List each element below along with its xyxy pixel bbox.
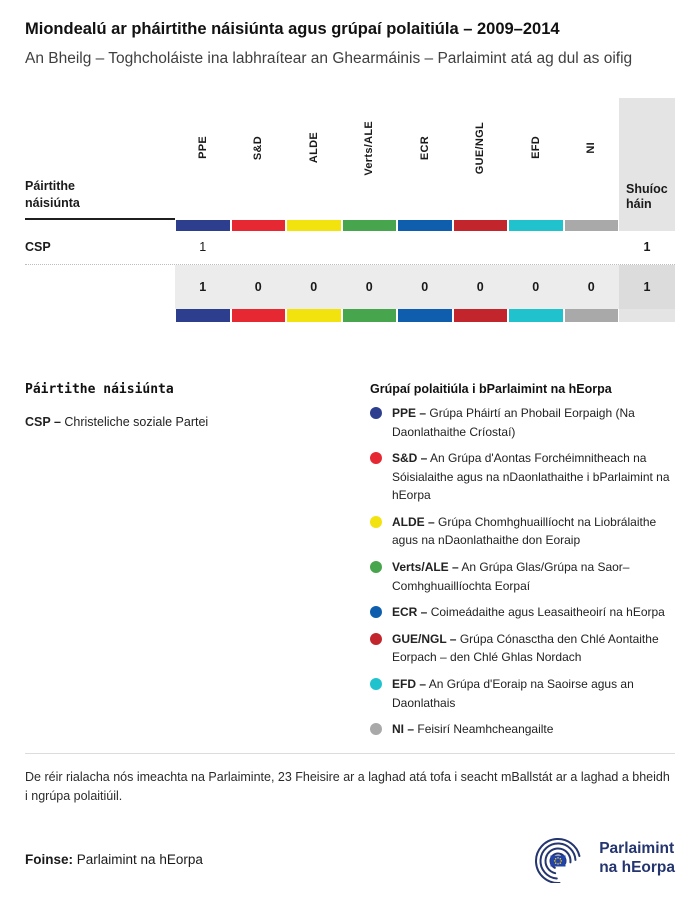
group-code: GUE/NGL – xyxy=(392,631,457,646)
group-code: Verts/ALE – xyxy=(392,560,459,575)
spacer-cell xyxy=(25,220,175,231)
source-value: Parlaimint na hEorpa xyxy=(76,851,203,867)
legend-item-ni xyxy=(370,720,675,739)
group-color-bars-top xyxy=(25,220,675,231)
party-name: CSP xyxy=(25,240,51,255)
gue-ngl-color-bar xyxy=(454,220,508,231)
efd-color-bar xyxy=(509,309,563,322)
total-ppe: 1 xyxy=(175,265,231,309)
spacer-cell xyxy=(25,309,175,322)
cell-gue-ngl xyxy=(453,231,509,264)
legend-item-gue-ngl xyxy=(370,630,675,667)
page xyxy=(0,0,700,322)
source-label: Foinse: xyxy=(25,851,74,867)
legend-section xyxy=(0,382,700,739)
verts-ale-color-bar xyxy=(343,220,397,231)
column-header-label: PPE xyxy=(196,136,209,160)
alde-color-bar xyxy=(287,309,341,322)
legend-item-ppe xyxy=(370,404,675,441)
total-gue-ngl: 0 xyxy=(453,265,509,309)
legend-item-verts-ale xyxy=(370,558,675,595)
seats-column-fill xyxy=(619,309,675,322)
group-code: ECR – xyxy=(392,605,428,620)
total-efd: 0 xyxy=(508,265,564,309)
column-header-label: ECR xyxy=(418,135,431,160)
legend-item-efd xyxy=(370,675,675,712)
ppe-color-bar xyxy=(176,220,230,231)
cell-sd xyxy=(231,231,287,264)
column-header-ni xyxy=(564,98,620,220)
efd-dot-icon xyxy=(370,678,382,690)
cell-alde xyxy=(286,231,342,264)
national-parties-legend-title: Páirtithe náisiúnta xyxy=(25,381,174,397)
totals-row xyxy=(25,265,675,309)
column-header-label: NI xyxy=(585,142,598,154)
verts-ale-color-bar xyxy=(343,309,397,322)
row-header-label: Páirtithe náisiúnta xyxy=(25,179,80,210)
group-code: ALDE – xyxy=(392,514,435,529)
legend-item-ecr xyxy=(370,603,675,622)
party-group-table xyxy=(25,98,675,322)
efd-color-bar xyxy=(509,220,563,231)
page-subtitle: An Bheilg – Toghcholáiste ina labhraítear an Ghearmáinis – Parlaimint atá ag dul as oifig xyxy=(25,50,633,67)
column-header-label: Verts/ALE xyxy=(363,120,376,176)
column-header-sd xyxy=(231,98,287,220)
total-ni: 0 xyxy=(564,265,620,309)
parliament-hemicycle-icon xyxy=(529,835,591,883)
page-title: Miondealú ar pháirtithe náisiúnta agus grúpaí polaitiúla – 2009–2014 xyxy=(25,20,560,38)
cell-verts-ale xyxy=(342,231,398,264)
group-full-name: An Grúpa Glas/Grúpa na Saor–Comhghuaillíochta Eorpaí xyxy=(392,560,630,593)
political-groups-legend xyxy=(370,382,675,739)
source-line xyxy=(25,852,203,867)
column-header-efd xyxy=(508,98,564,220)
cell-ppe: 1 xyxy=(199,240,207,255)
column-header-gue-ngl xyxy=(453,98,509,220)
total-alde: 0 xyxy=(286,265,342,309)
gue-ngl-color-bar xyxy=(454,309,508,322)
cell-efd xyxy=(508,231,564,264)
logo-wordmark-line2: na hEorpa xyxy=(599,859,675,877)
legend-item-alde xyxy=(370,513,675,550)
column-header-label: EFD xyxy=(529,136,542,160)
column-header-seats xyxy=(619,98,675,220)
ni-color-bar xyxy=(565,309,619,322)
sd-dot-icon xyxy=(370,452,382,464)
group-color-bars-bottom xyxy=(25,309,675,322)
gue-ngl-dot-icon xyxy=(370,633,382,645)
group-full-name: An Grúpa d'Eoraip na Saoirse agus an Daonlathais xyxy=(392,677,634,710)
total-seats: 1 xyxy=(619,265,675,309)
group-full-name: Coimeádaithe agus Leasaitheoirí na hEorpa xyxy=(430,605,665,620)
row-header-cell xyxy=(25,98,175,220)
sd-color-bar xyxy=(232,309,286,322)
european-parliament-logo xyxy=(529,835,675,883)
party-code: CSP – xyxy=(25,414,61,429)
group-code: NI – xyxy=(392,722,415,737)
column-header-ecr xyxy=(397,98,453,220)
ecr-color-bar xyxy=(398,220,452,231)
seats-column-fill xyxy=(619,220,675,231)
footnote: De réir rialacha nós imeachta na Parlaiminte, 23 Fheisire ar a laghad atá tofa i seacht mBallstát ar a laghad a bheidh i ngrúpa polaitiúil. xyxy=(25,769,670,803)
total-verts-ale: 0 xyxy=(342,265,398,309)
cell-seats: 1 xyxy=(643,240,651,255)
column-header-ppe xyxy=(175,98,231,220)
column-header-label: S&D xyxy=(252,135,265,160)
table-header-row xyxy=(25,98,675,220)
total-sd: 0 xyxy=(231,265,287,309)
cell-ni xyxy=(564,231,620,264)
political-groups-legend-title: Grúpaí polaitiúla i bParlaimint na hEorpa xyxy=(370,381,612,396)
group-code: EFD – xyxy=(392,677,427,692)
column-header-label: GUE/NGL xyxy=(474,121,487,175)
group-full-name: Feisirí Neamhcheangailte xyxy=(417,722,554,737)
party-full-name: Christeliche soziale Partei xyxy=(64,414,209,429)
column-header-alde xyxy=(286,98,342,220)
party-row-csp xyxy=(25,231,675,265)
group-full-name: Grúpa Pháirtí an Phobail Eorpaigh (Na Daonlathaithe Críostaí) xyxy=(392,405,635,439)
group-full-name: An Grúpa d'Aontas Forchéimnitheach na Sóisialaithe agus na nDaonlathaithe i bParlaimint na hEorpa xyxy=(392,451,670,503)
alde-dot-icon xyxy=(370,516,382,528)
logo-wordmark xyxy=(599,840,675,878)
column-header-label: ALDE xyxy=(307,132,320,164)
legend-item-sd xyxy=(370,449,675,505)
total-ecr: 0 xyxy=(397,265,453,309)
alde-color-bar xyxy=(287,220,341,231)
ppe-dot-icon xyxy=(370,407,382,419)
group-code: PPE – xyxy=(392,405,427,420)
group-full-name: Grúpa Cónasctha den Chlé Aontaithe Eorpach – den Chlé Ghlas Nordach xyxy=(392,631,659,665)
spacer-cell xyxy=(25,265,175,309)
legend-item-csp xyxy=(25,415,370,429)
ni-color-bar xyxy=(565,220,619,231)
cell-ecr xyxy=(397,231,453,264)
national-parties-legend xyxy=(25,382,370,739)
divider xyxy=(25,753,675,754)
sd-color-bar xyxy=(232,220,286,231)
verts-ale-dot-icon xyxy=(370,561,382,573)
logo-wordmark-line1: Parlaimint xyxy=(599,840,675,858)
group-full-name: Grúpa Chomhghuaillíocht na Liobrálaithe agus na nDaonlathaithe don Eoraip xyxy=(392,514,657,548)
group-code: S&D – xyxy=(392,451,428,466)
column-header-verts-ale xyxy=(342,98,398,220)
ni-dot-icon xyxy=(370,723,382,735)
ecr-dot-icon xyxy=(370,606,382,618)
ecr-color-bar xyxy=(398,309,452,322)
ppe-color-bar xyxy=(176,309,230,322)
footer xyxy=(25,835,675,883)
seats-header-label: Shuíocháin xyxy=(626,181,668,212)
